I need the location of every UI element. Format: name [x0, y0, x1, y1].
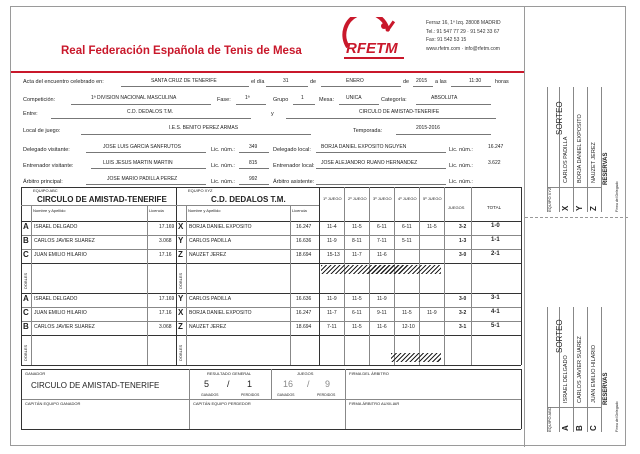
- sorteo-title: SORTEO: [555, 319, 564, 353]
- dobles-label: DOBLES: [23, 344, 28, 361]
- player-licence: 18.694: [296, 252, 312, 258]
- entrenador-local-label: Entrenador local:: [273, 163, 315, 169]
- licencia-label: Licencia: [292, 208, 307, 213]
- entre-label: Entre:: [23, 111, 38, 117]
- player-letter: Z: [178, 250, 183, 259]
- dobles-hatch: [391, 353, 441, 362]
- player-letter: Y: [178, 236, 184, 245]
- arbitro-principal-label: Árbitro principal:: [23, 179, 63, 185]
- player-name: ISRAEL DELGADO: [34, 296, 78, 302]
- equipo-label: EQUIPO ABC: [547, 407, 552, 432]
- delegado-visitante-value: JOSE LUIS GARCIA SANFRUTOS: [103, 144, 181, 150]
- lic-label: Lic. núm.:: [449, 147, 473, 153]
- address-block: [426, 19, 501, 53]
- set-score: 6-11: [402, 224, 412, 230]
- player-name: CARLOS JAVIER SUAREZ: [34, 324, 95, 330]
- reservas-label: RESERVAS: [603, 372, 609, 405]
- address-line: Ferraz 16, 1º Izq. 28008 MADRID: [426, 20, 501, 26]
- set-score: 7-11: [327, 324, 337, 330]
- arbitro-principal-value: JOSE MARIO PADILLA PEREZ: [107, 176, 178, 182]
- equipo-label: EQUIPO XYZ: [547, 187, 552, 212]
- acta-place: SANTA CRUZ DE TENERIFE: [151, 78, 217, 84]
- de-label: de: [310, 79, 317, 85]
- lic-label: Lic. núm.:: [211, 179, 235, 185]
- set-score: 11-6: [377, 324, 387, 330]
- team-xyz-name: C.D. DEDALOS T.M.: [211, 195, 286, 204]
- licencia-label: Licencia: [149, 208, 164, 213]
- de-label-2: de: [403, 79, 410, 85]
- player-name: JUAN EMILIO HILARIO: [34, 310, 87, 316]
- sorteo-panel: [524, 7, 627, 447]
- month-value: ENERO: [346, 78, 364, 84]
- resultado-label: RESULTADO GENERAL: [207, 371, 252, 376]
- dobles-label: DOBLES: [178, 272, 183, 289]
- arbitro-asistente-label: Árbitro asistente:: [273, 179, 315, 185]
- nombre-label: Nombre y Apellido: [188, 208, 221, 213]
- player-letter: B: [23, 322, 29, 331]
- set-score: 11-7: [352, 252, 362, 258]
- sorteo-name: CARLOS PADILLA: [563, 136, 569, 183]
- player-letter: X: [178, 222, 184, 231]
- score-slash: /: [307, 379, 310, 389]
- set-score: 11-6: [377, 252, 387, 258]
- sorteo-name: CARLOS JAVIER SUAREZ: [577, 336, 583, 403]
- firma-delegado-label: Firma del Delegado: [615, 401, 619, 432]
- score-b: 1: [247, 379, 253, 389]
- rfetm-logo-icon: [336, 17, 406, 67]
- set-header: 1º JUEGO: [323, 196, 342, 201]
- team-abc-name: CIRCULO DE AMISTAD-TENERIFE: [37, 195, 167, 204]
- perdidos-label: PERDIDOS: [241, 393, 260, 397]
- horas-label: horas: [495, 79, 509, 85]
- player-licence: 17.169: [159, 296, 175, 302]
- sorteo-name: ISRAEL DELGADO: [563, 355, 569, 403]
- juegos-value: 3-2: [459, 310, 467, 316]
- set-score: 11-9: [377, 296, 387, 302]
- player-name: CARLOS PADILLA: [189, 296, 232, 302]
- juegos-value: 1-3: [459, 238, 467, 244]
- set-score: 12-10: [402, 324, 415, 330]
- juegos-ganados: GANADOS: [277, 393, 295, 397]
- local-label: Local de juego:: [23, 128, 61, 134]
- player-letter: Y: [178, 294, 184, 303]
- set-score: 11-9: [327, 238, 337, 244]
- total-header: TOTAL: [487, 205, 502, 210]
- header: [11, 7, 524, 73]
- nombre-label: Nombre y Apellido: [33, 208, 66, 213]
- entrenador-visitante-lic: 815: [249, 160, 258, 166]
- fase-label: Fase:: [217, 97, 231, 103]
- sorteo-name: BORJA DANIEL EXPOSITO: [577, 114, 583, 183]
- set-score: 8-11: [352, 238, 362, 244]
- total-value: 1-0: [491, 223, 500, 229]
- delegado-local-label: Delegado local:: [273, 147, 311, 153]
- address-line: www.rfetm.com · info@rfetm.com: [426, 45, 500, 52]
- player-licence: 3.068: [159, 238, 172, 244]
- entrenador-visitante-value: LUIS JESUS MARTIN MARTIN: [103, 160, 173, 166]
- juegos-a: 16: [283, 379, 294, 389]
- player-letter: A: [23, 222, 29, 231]
- lic-label: Lic. núm.:: [449, 163, 473, 169]
- sorteo-letter: Y: [575, 205, 584, 211]
- categoria-value: ABSOLUTA: [431, 95, 458, 101]
- federation-title: Real Federación Española de Tenis de Mesa: [61, 45, 302, 57]
- competicion-label: Competición:: [23, 97, 56, 103]
- set-score: 5-11: [402, 238, 412, 244]
- set-score: 11-5: [352, 224, 362, 230]
- dobles-label: DOBLES: [178, 344, 183, 361]
- player-licence: 18.694: [296, 324, 312, 330]
- set-score: 11-9: [327, 296, 337, 302]
- player-licence: 16.247: [296, 224, 312, 230]
- set-score: 11-5: [352, 324, 362, 330]
- fase-value: 1ª: [245, 95, 250, 101]
- sorteo-name: NAUZET JEREZ: [591, 142, 597, 183]
- player-licence: 17.169: [159, 224, 175, 230]
- set-score: 11-9: [427, 310, 437, 316]
- juegos-value: 3-1: [459, 324, 467, 330]
- mesa-label: Mesa:: [319, 97, 334, 103]
- player-name: JUAN EMILIO HILARIO: [34, 252, 87, 258]
- acta-label: Acta del encuentro celebrado en:: [23, 79, 104, 85]
- lic-label: Lic. núm.:: [211, 147, 235, 153]
- competicion-value: 1ª DIVISION NACIONAL MASCULINA: [91, 95, 177, 101]
- entre-team-b: CIRCULO DE AMISTAD-TENERIFE: [359, 109, 440, 115]
- juegos-value: 3-0: [459, 252, 467, 258]
- player-name: NAUZET JEREZ: [189, 252, 227, 258]
- total-value: 3-1: [491, 295, 500, 301]
- sorteo-name: JUAN EMILIO HILARIO: [591, 344, 597, 403]
- delegado-local-value: BORJA DANIEL EXPOSITO NGUYEN: [321, 144, 407, 150]
- set-score: 6-11: [377, 224, 387, 230]
- equipo-xyz-label: EQUIPO XYZ: [188, 188, 213, 193]
- player-licence: 16.636: [296, 238, 312, 244]
- address-line: Tel.: 91 547 77 29 · 91 542 33 67: [426, 28, 500, 35]
- categoria-label: Categoría:: [381, 97, 407, 103]
- entrenador-local-lic: 3.622: [488, 160, 501, 166]
- player-letter: C: [23, 250, 29, 259]
- year-value: 2015: [416, 78, 428, 84]
- grupo-value: 1: [301, 95, 304, 101]
- set-score: 11-4: [327, 224, 337, 230]
- arbitro-principal-lic: 992: [249, 176, 258, 182]
- lic-label: Lic. núm.:: [449, 179, 473, 185]
- juegos-b: 9: [325, 379, 331, 389]
- set-score: 11-5: [402, 310, 412, 316]
- player-licence: 16.247: [296, 310, 312, 316]
- ganador-label: GANADOR: [25, 371, 46, 376]
- set-score: 7-11: [377, 238, 387, 244]
- player-name: ISRAEL DELGADO: [34, 224, 78, 230]
- set-header: 5º JUEGO: [423, 196, 442, 201]
- alas-label: a las: [435, 79, 447, 85]
- player-name: BORJA DANIEL EXPOSITO: [189, 224, 252, 230]
- lic-label: Lic. núm.:: [211, 163, 235, 169]
- temporada-value: 2015-2016: [416, 125, 440, 131]
- player-name: BORJA DANIEL EXPOSITO: [189, 310, 252, 316]
- juegos-header: JUEGOS: [448, 205, 465, 210]
- set-score: 11-5: [352, 296, 362, 302]
- dobles-label: DOBLES: [23, 272, 28, 289]
- score-a: 5: [204, 379, 210, 389]
- firma-arbitro-aux-label: FIRMA ÁRBITRO AUXILIAR: [349, 401, 400, 406]
- sorteo-title: SORTEO: [555, 101, 564, 135]
- local-value: I.E.S. BENITO PEREZ ARMAS: [169, 125, 239, 131]
- equipo-abc-label: EQUIPO ABC: [33, 188, 58, 193]
- set-score: 11-5: [427, 224, 437, 230]
- sorteo-letter: X: [561, 205, 570, 211]
- entre-team-a: C.D. DEDALOS T.M.: [127, 109, 174, 115]
- reservas-label: RESERVAS: [603, 152, 609, 185]
- time-value: 11:30: [469, 78, 482, 84]
- capitan-ganador-label: CAPITÁN EQUIPO GANADOR: [25, 401, 81, 406]
- grupo-label: Grupo: [273, 97, 289, 103]
- player-letter: A: [23, 294, 29, 303]
- el-dia-label: el día: [251, 79, 265, 85]
- player-name: NAUZET JEREZ: [189, 324, 227, 330]
- juegos-title: JUEGOS: [297, 371, 314, 376]
- juegos-value: 3-0: [459, 296, 467, 302]
- total-value: 1-1: [491, 237, 500, 243]
- player-letter: Z: [178, 322, 183, 331]
- logo-text: RFETM: [346, 40, 398, 57]
- player-licence: 17.16: [159, 252, 172, 258]
- firma-arbitro-label: FIRMA DEL ÁRBITRO: [349, 371, 389, 376]
- set-header: 2º JUEGO: [348, 196, 367, 201]
- set-score: 11-7: [327, 310, 337, 316]
- dobles-hatch: [321, 265, 441, 274]
- address-line: Fax: 91 542 53 15: [426, 37, 467, 43]
- day-value: 31: [283, 78, 289, 84]
- firma-delegado-label: Firma del Delegado: [615, 181, 619, 212]
- sorteo-letter: A: [561, 425, 570, 431]
- juegos-value: 3-2: [459, 224, 467, 230]
- delegado-visitante-lic: 349: [249, 144, 258, 150]
- player-licence: 3.068: [159, 324, 172, 330]
- sorteo-letter: Z: [589, 206, 598, 211]
- y-label: y: [271, 111, 274, 117]
- sorteo-letter: B: [575, 425, 584, 431]
- set-score: 6-11: [352, 310, 362, 316]
- total-value: 4-1: [491, 309, 500, 315]
- temporada-label: Temporada:: [353, 128, 383, 134]
- entrenador-visitante-label: Entrenador visitante:: [23, 163, 74, 169]
- delegado-local-lic: 16.247: [488, 144, 504, 150]
- set-score: 15-13: [327, 252, 340, 258]
- set-header: 3º JUEGO: [373, 196, 392, 201]
- player-name: CARLOS PADILLA: [189, 238, 232, 244]
- player-name: CARLOS JAVIER SUAREZ: [34, 238, 95, 244]
- set-score: 9-11: [377, 310, 387, 316]
- sorteo-letter: C: [589, 425, 598, 431]
- ganados-label: GANADOS: [201, 393, 219, 397]
- player-letter: B: [23, 236, 29, 245]
- winner-value: CIRCULO DE AMISTAD-TENERIFE: [31, 381, 160, 390]
- total-value: 5-1: [491, 323, 500, 329]
- set-header: 4º JUEGO: [398, 196, 417, 201]
- player-letter: X: [178, 308, 184, 317]
- mesa-value: UNICA: [346, 95, 362, 101]
- capitan-perdedor-label: CAPITÁN EQUIPO PERDEDOR: [193, 401, 251, 406]
- player-licence: 17.16: [159, 310, 172, 316]
- delegado-visitante-label: Delegado visitante:: [23, 147, 70, 153]
- juegos-perdidos: PERDIDOS: [317, 393, 336, 397]
- total-value: 2-1: [491, 251, 500, 257]
- entrenador-local-value: JOSE ALEJANDRO RUANO HERNANDEZ: [321, 160, 418, 166]
- player-licence: 16.636: [296, 296, 312, 302]
- player-letter: C: [23, 308, 29, 317]
- acta-sheet: [10, 6, 626, 446]
- score-slash: /: [227, 379, 230, 389]
